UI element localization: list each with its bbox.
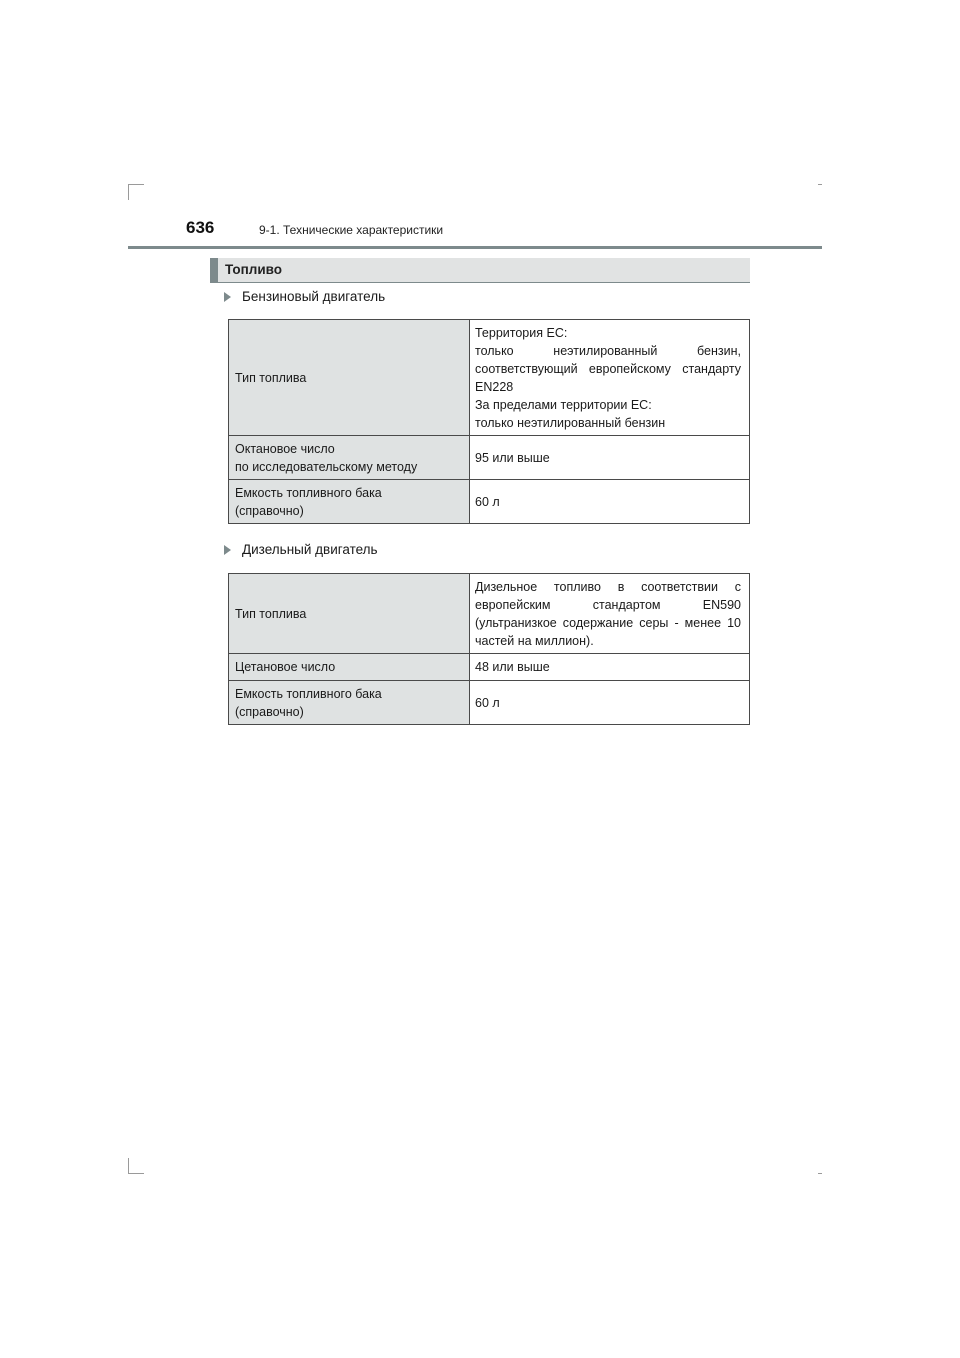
diesel-heading [224,542,378,557]
table-value-cell [470,574,750,654]
crop-mark-top-left-v [128,184,129,200]
diesel-heading-text: Дизельный двигатель [242,542,378,557]
value-line: За пределами территории ЕС: [475,397,652,412]
value-line: 95 или выше [475,450,550,465]
value-line: 60 л [475,695,500,710]
value-line: Дизельное топливо в соответствии с [475,579,741,594]
triangle-bullet-icon [224,292,231,302]
key-line: Октановое число [235,441,335,456]
key-line: (справочно) [235,503,304,518]
table-value-cell [470,480,750,524]
table-key-cell [229,320,470,436]
table-row [229,654,750,681]
key-line: по исследовательскому методу [235,459,418,474]
table-value-cell [470,436,750,480]
key-line: (справочно) [235,704,304,719]
value-line: только неэтилированный бензин [475,415,666,430]
section-title-bar [210,258,750,283]
key-line: Тип топлива [235,370,307,385]
value-line: (ультранизкое содержание серы - менее 10 [475,615,741,630]
crop-mark-bottom-left-v [128,1158,129,1174]
table-row [229,436,750,480]
table-value-cell [470,681,750,725]
crop-mark-bottom-left-h [128,1173,144,1174]
page-header [128,216,822,249]
value-line: европейским стандартом EN590 [475,597,741,612]
table-key-cell [229,681,470,725]
value-line: частей на миллион). [475,633,594,648]
page-number: 636 [186,218,215,237]
table-key-cell [229,654,470,681]
gasoline-heading [224,289,385,304]
crop-mark-top-right [818,184,822,185]
value-line: 60 л [475,494,500,509]
table-row [229,574,750,654]
table-row [229,480,750,524]
diesel-spec-table [228,573,750,725]
table-key-cell [229,574,470,654]
table-key-cell [229,436,470,480]
gasoline-heading-text: Бензиновый двигатель [242,289,386,304]
table-row [229,320,750,436]
key-line: Цетановое число [235,660,336,674]
triangle-bullet-icon [224,545,231,555]
crop-mark-bottom-right [818,1173,822,1174]
key-line: Тип топлива [235,606,307,621]
value-line: EN228 [475,379,514,394]
table-value-cell [470,320,750,436]
table-value-cell [470,654,750,681]
value-line: только неэтилированный бензин, [475,343,741,358]
gasoline-spec-table [228,319,750,524]
crop-mark-top-left-h [128,184,144,185]
value-line: соответствующий европейскому стандарту [475,361,741,376]
section-title: Топливо [225,262,283,277]
key-line: Емкость топливного бака [235,686,382,701]
value-line: Территория ЕС: [475,325,568,340]
value-line: 48 или выше [475,660,550,674]
section-accent [210,258,218,282]
table-key-cell [229,480,470,524]
table-row [229,681,750,725]
key-line: Емкость топливного бака [235,485,382,500]
chapter-title: 9-1. Технические характеристики [259,223,444,237]
